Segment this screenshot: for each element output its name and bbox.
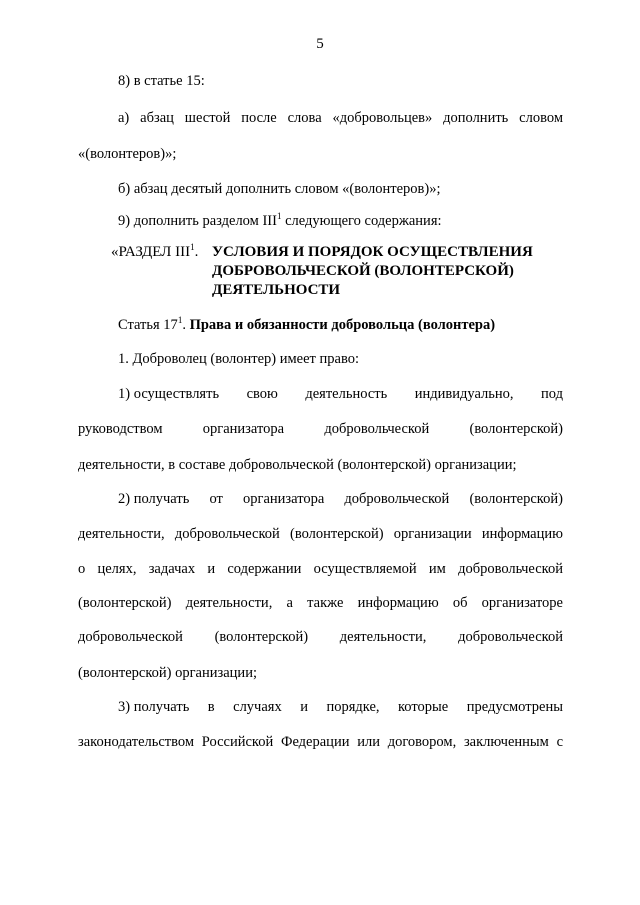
word: или — [357, 734, 380, 750]
word: добровольческой — [458, 561, 563, 577]
p3-line-1 — [118, 698, 563, 716]
section-title-line: УСЛОВИЯ И ПОРЯДОК ОСУЩЕСТВЛЕНИЯ — [212, 244, 533, 260]
word: деятельности, — [185, 595, 273, 611]
word: осуществляемой — [313, 561, 417, 577]
word: «добровольцев» — [332, 110, 433, 126]
p1-1-line-3: деятельности, в составе добровольческой (волонтерской) организации; — [78, 457, 517, 473]
word: договором, — [387, 734, 457, 750]
word: (волонтерской) — [78, 595, 172, 611]
word: абзац — [140, 110, 174, 126]
section-sup: 1 — [190, 242, 195, 252]
word: заключенным — [463, 734, 549, 750]
word: добровольческой — [174, 526, 280, 542]
p1-1-line-2 — [78, 420, 563, 438]
word: а — [286, 595, 293, 611]
word: а) — [118, 110, 130, 126]
word: содержании — [227, 561, 302, 577]
word: деятельность — [305, 386, 388, 402]
word: информацию — [481, 526, 563, 542]
word: предусмотрены — [466, 699, 563, 715]
paragraph-1: 1. Доброволец (волонтер) имеет право: — [118, 351, 359, 367]
word: информацию — [357, 595, 439, 611]
word: (волонтерской) — [214, 629, 309, 645]
article-heading — [118, 316, 495, 334]
word: после — [241, 110, 277, 126]
item-9 — [118, 212, 442, 230]
item-a-line-1 — [118, 109, 563, 127]
word: свою — [246, 386, 278, 402]
word: в — [207, 699, 215, 715]
word: руководством — [78, 421, 163, 437]
word: порядке, — [326, 699, 380, 715]
word: деятельности, — [78, 526, 165, 542]
word: добровольческой — [324, 421, 430, 437]
word: которые — [398, 699, 449, 715]
p2-line-5 — [78, 628, 563, 646]
word: 1) осуществлять — [118, 386, 220, 402]
article-prefix: Статья 17 — [118, 317, 178, 333]
word: шестой — [184, 110, 231, 126]
word: (волонтерской) — [469, 421, 563, 437]
word: дополнить — [443, 110, 509, 126]
word: индивидуально, — [414, 386, 514, 402]
p2-line-2 — [78, 525, 563, 543]
word: организатора — [202, 421, 285, 437]
item-8: 8) в статье 15: — [118, 73, 205, 89]
p2-line-1 — [118, 490, 563, 508]
word: организаторе — [481, 595, 563, 611]
word: деятельности, — [339, 629, 427, 645]
item-b: б) абзац десятый дополнить словом «(волонтеров)»; — [118, 181, 441, 197]
section-title-line: ДЕЯТЕЛЬНОСТИ — [212, 282, 341, 298]
word: и — [300, 699, 308, 715]
section-number — [111, 243, 198, 262]
section-title-line: ДОБРОВОЛЬЧЕСКОЙ (ВОЛОНТЕРСКОЙ) — [212, 263, 514, 279]
item-9-text-end: следующего содержания: — [281, 213, 442, 229]
word: слова — [287, 110, 322, 126]
item-9-sup: 1 — [276, 211, 282, 221]
item-a-line-2: «(волонтеров)»; — [78, 146, 177, 162]
p2-line-3 — [78, 560, 563, 578]
article-dot: . — [182, 317, 190, 333]
section-prefix: «РАЗДЕЛ III — [111, 244, 191, 260]
word: организатора — [243, 491, 325, 507]
section-title — [212, 243, 533, 300]
article-title: Права и обязанности добровольца (волонтера) — [189, 317, 496, 333]
word: Российской — [201, 734, 274, 750]
word: законодательством — [78, 734, 195, 750]
word: 3) получать — [118, 699, 190, 715]
word: добровольческой — [458, 629, 563, 645]
page-number: 5 — [316, 36, 324, 52]
word: от — [209, 491, 223, 507]
p3-line-2 — [78, 733, 563, 751]
word: Федерации — [280, 734, 350, 750]
word: под — [541, 386, 563, 402]
word: словом — [519, 110, 563, 126]
word: также — [307, 595, 344, 611]
p2-line-6: (волонтерской) организации; — [78, 665, 257, 681]
word: и — [207, 561, 216, 577]
item-9-text: 9) дополнить разделом III — [118, 213, 277, 229]
word: об — [452, 595, 468, 611]
word: случаях — [233, 699, 282, 715]
article-sup: 1 — [177, 315, 183, 325]
word: 2) получать — [118, 491, 190, 507]
word: (волонтерской) — [290, 526, 384, 542]
word: организации — [393, 526, 472, 542]
section-dot: . — [194, 244, 199, 260]
word: задачах — [148, 561, 196, 577]
word: о — [78, 561, 86, 577]
word: им — [428, 561, 446, 577]
word: с — [556, 734, 563, 750]
word: целях, — [97, 561, 137, 577]
word: добровольческой — [78, 629, 183, 645]
p1-1-line-1 — [118, 385, 563, 403]
word: (волонтерской) — [469, 491, 563, 507]
p2-line-4 — [78, 594, 563, 612]
word: добровольческой — [344, 491, 450, 507]
